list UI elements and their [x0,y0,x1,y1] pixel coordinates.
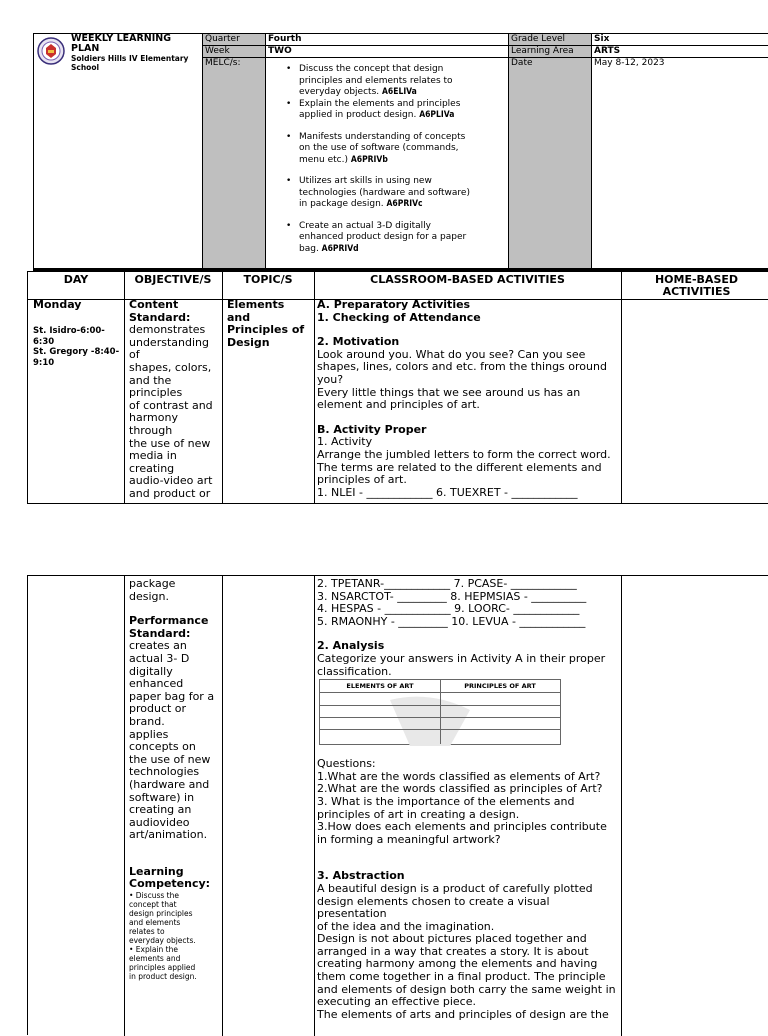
activities-table-part2 [27,575,768,1035]
learning-competency-text: • Discuss the concept that design principles and elements relates to everyday objects. • Explain the elements and principles applied in product design. [129,891,197,982]
melc-label-shade [202,46,265,268]
melc-code: A6ELIVa [382,87,417,97]
topic-title: Elements and Principles of Design [227,298,305,349]
activities-table-part1 [27,271,768,504]
jumble-row: 2. TPETANR-____________ 7. PCASE- ____________ [317,577,577,590]
objectives-continued: package design. Performance Standard: creates an actual 3- D digitally enhanced paper bag for a product or brand. applies concepts on the use of new technologies (hardware and software) in creating an audiovideo art/animation. Learning Competency: • Discuss the concept that design principles and elements relates to everyday objects. • Explain the elements and principles applied in product design. [129,578,223,981]
grade-value: Six [594,34,610,44]
jumble-row: 3. NSARCTOT- _________ 8. HEPMSIAS - __________ [317,589,587,603]
classification-table [319,679,561,745]
day-monday: Monday [33,298,82,311]
melc-code: A6PRIVd [321,243,359,254]
classroom-activities-1: A. Preparatory Activities 1. Checking of Attendance 2. Motivation Look around you. What do you see? Can you see shapes, lines, colors and etc. from the things oround you? Every little things that we see around us has an element and principles of art. B. Activity Proper 1. Activity Arrange the jumbled letters to form the correct word. The terms are related to the different elements and principles of art. 1. NLEI - ____________ 6. TUEXRET - ____________ [317,299,621,499]
quarter-value: Fourth [268,34,302,44]
performance-standard-text: creates an actual 3- D digitally enhanced paper bag for a product or brand. applies concepts on the use of new technologies (hardware and software) in creating an audiovideo art/animation. [129,639,215,842]
melc-item: • Discuss the concept that design principles and elements relates to everyday objects. A6ELIVa [283,64,509,99]
class-schedule: St. Isidro-6:00- 6:30 St. Gregory -8:40- 9:10 [33,326,120,368]
jumble-row: 4. HESPAS - ____________ 9. LOORC- ____________ [317,602,580,616]
melc-item: • Manifests understanding of concepts on the use of software (commands, menu etc.) A6PRIVb [283,132,509,167]
melc-code: A6PLIVa [419,110,455,120]
classroom-activities-2: 2. TPETANR-____________ 7. PCASE- ____________ 3. NSARCTOT- _________ 8. HEPMSIAS - __________ 4. HESPAS - ____________ 9. LOORC- ____________ 5. RMAONHY - _________ 10. LEVUA - ____________ 2. Analysis Categorize your answers in Activity A in their proper classification. Questions: 1.What are the words classified as elements of Art? 2.What are the words classified as principles of Art? 3. What is the importance of the elements and principles of art in creating a design. 3.How does each elements and principles contribute in forming a meaningful artwork? 3. Abstraction A beautiful design is a product of carefully plotted design elements chosen to create a visual presentation of the idea and the imagination. Design is not about pictures placed together and arranged in a way that creates a story. It is about creating harmony among the elements and having them come together in a final product. The principle and elements of design both carry the same weight in executing an effective piece. The elements of arts and principles of design are the [317,578,621,1021]
col-header-home: HOME-BASED ACTIVITIES [654,273,739,298]
header-table [33,33,768,269]
jumble-row: 1. NLEI - ____________ 6. TUEXRET - ____________ [317,485,578,499]
elements-of-art-header: ELEMENTS OF ART [346,682,414,690]
melc-item: • Create an actual 3-D digitally enhanced product design for a paper bag. A6PRIVd [283,221,509,256]
melc-code: A6PRIVc [386,199,423,209]
melc-item: • Utilizes art skills in using new technologies (hardware and software) in package design. A6PRIVc [283,176,509,211]
area-value: ARTS [594,46,621,56]
melc-code: A6PRIVb [350,154,388,165]
date-label-shade [508,58,591,268]
grade-label: Grade Level [511,34,566,44]
melc-list [283,64,509,265]
col-header-objectives: OBJECTIVE/S [134,273,212,286]
melc-label: MELC/s: [205,58,241,68]
jumble-row: 5. RMAONHY - _________ 10. LEVUA - ____________ [317,614,586,628]
content-standard: Content Standard: demonstrates understanding of shapes, colors, and the principles of contrast and harmony through the use of new media in creating audio-video art and product or [129,298,213,500]
performance-standard-title: Performance Standard: [129,614,209,640]
col-header-day: DAY [63,273,89,286]
principles-of-art-header: PRINCIPLES OF ART [464,682,536,690]
date-value: May 8-12, 2023 [594,58,665,68]
quarter-label: Quarter [205,34,240,44]
col-header-classroom: CLASSROOM-BASED ACTIVITIES [370,273,565,286]
school-name: Soldiers Hills IV Elementary School [71,54,189,72]
plan-title: WEEKLY LEARNING PLAN [71,33,172,54]
week-label: Week [205,46,230,56]
date-label: Date [511,58,533,68]
week-value: TWO [268,46,292,56]
melc-item: • Explain the elements and principles applied in product design. A6PLIVa [283,99,509,122]
learning-competency-title: Learning Competency: [129,864,211,891]
area-label: Learning Area [511,46,574,56]
col-header-topics: TOPIC/S [243,273,293,286]
deped-seal-icon [37,37,65,65]
